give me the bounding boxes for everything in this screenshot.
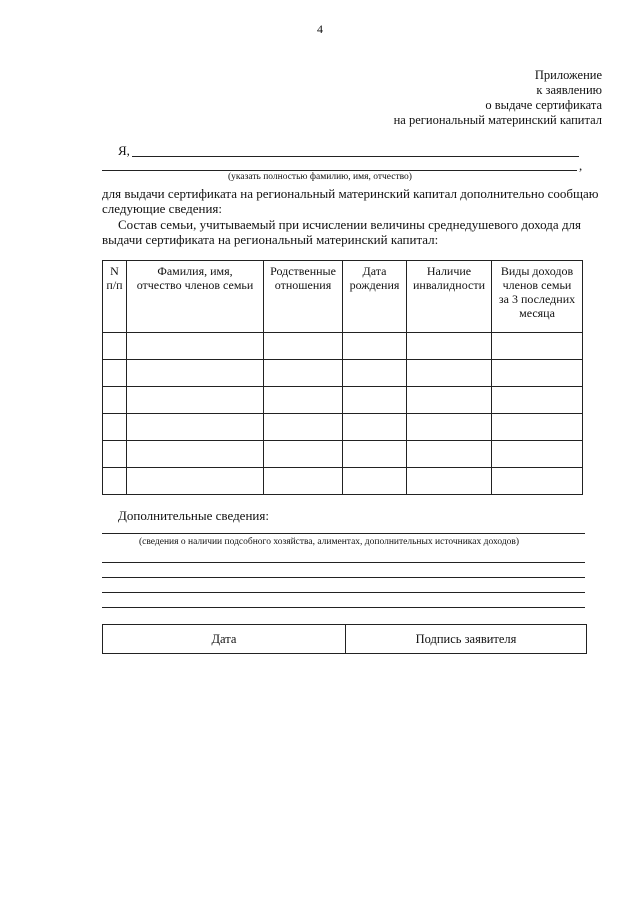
table-cell[interactable] — [492, 387, 583, 414]
table-cell[interactable] — [127, 468, 264, 495]
table-cell[interactable] — [407, 333, 492, 360]
table-cell[interactable] — [407, 468, 492, 495]
page-number: 4 — [317, 22, 323, 36]
column-header-income-types: Виды доходов членов семьи за 3 последних месяца — [492, 261, 583, 333]
table-cell[interactable] — [492, 441, 583, 468]
date-cell[interactable]: Дата — [103, 625, 346, 654]
appendix-header — [394, 68, 602, 128]
table-cell[interactable] — [103, 414, 127, 441]
table-cell[interactable] — [103, 441, 127, 468]
additional-info-label: Дополнительные сведения: — [118, 508, 269, 523]
applicant-prefix: Я, — [118, 143, 130, 158]
table-cell[interactable] — [264, 333, 343, 360]
table-row — [103, 414, 583, 441]
table-cell[interactable] — [264, 468, 343, 495]
table-header-row — [103, 261, 583, 333]
applicant-comma: , — [579, 158, 583, 173]
additional-info-line[interactable] — [102, 577, 585, 578]
table-cell[interactable] — [264, 441, 343, 468]
table-cell[interactable] — [127, 387, 264, 414]
table-cell[interactable] — [407, 387, 492, 414]
table-row — [103, 468, 583, 495]
table-cell[interactable] — [343, 414, 407, 441]
table-cell[interactable] — [103, 360, 127, 387]
table-cell[interactable] — [103, 387, 127, 414]
additional-info-line[interactable] — [102, 533, 585, 534]
signature-table — [102, 624, 587, 654]
appendix-line: к заявлению — [536, 83, 602, 97]
signature-row — [103, 625, 587, 654]
table-cell[interactable] — [127, 333, 264, 360]
appendix-line: на региональный материнский капитал — [393, 113, 602, 127]
intro-line: для выдачи сертификата на региональный материнский капитал дополнительно сообщаю — [102, 186, 599, 201]
table-cell[interactable] — [127, 441, 264, 468]
table-row — [103, 441, 583, 468]
additional-info-hint: (сведения о наличии подсобного хозяйства, алиментах, дополнительных источниках доходов) — [139, 537, 520, 547]
additional-info-line[interactable] — [102, 562, 585, 563]
table-cell[interactable] — [343, 333, 407, 360]
applicant-signature-cell[interactable]: Подпись заявителя — [346, 625, 587, 654]
table-cell[interactable] — [492, 333, 583, 360]
applicant-name-line[interactable] — [132, 156, 579, 157]
table-row — [103, 360, 583, 387]
table-cell[interactable] — [264, 387, 343, 414]
table-cell[interactable] — [264, 414, 343, 441]
applicant-hint: (указать полностью фамилию, имя, отчество) — [228, 172, 412, 182]
additional-info-line[interactable] — [102, 607, 585, 608]
table-cell[interactable] — [492, 468, 583, 495]
table-cell[interactable] — [264, 360, 343, 387]
table-cell[interactable] — [407, 360, 492, 387]
appendix-line: о выдаче сертификата — [485, 98, 602, 112]
table-cell[interactable] — [343, 441, 407, 468]
appendix-line: Приложение — [534, 68, 602, 82]
column-header-relationship: Родственные отношения — [264, 261, 343, 333]
table-body — [103, 333, 583, 495]
table-cell[interactable] — [343, 360, 407, 387]
column-header-birth-date: Дата рождения — [343, 261, 407, 333]
table-cell[interactable] — [127, 360, 264, 387]
table-row — [103, 387, 583, 414]
table-row — [103, 333, 583, 360]
table-cell[interactable] — [343, 468, 407, 495]
applicant-name-line-2[interactable] — [102, 170, 577, 171]
table-cell[interactable] — [407, 414, 492, 441]
intro-line: следующие сведения: — [102, 201, 222, 216]
table-cell[interactable] — [343, 387, 407, 414]
column-header-number: N п/п — [103, 261, 127, 333]
composition-line: выдачи сертификата на региональный материнский капитал: — [102, 232, 439, 247]
additional-info-line[interactable] — [102, 592, 585, 593]
table-cell[interactable] — [492, 414, 583, 441]
intro-text — [102, 186, 599, 216]
column-header-full-name: Фамилия, имя, отчество членов семьи — [127, 261, 264, 333]
composition-text — [102, 217, 581, 247]
table-cell[interactable] — [103, 333, 127, 360]
table-cell[interactable] — [127, 414, 264, 441]
table-cell[interactable] — [103, 468, 127, 495]
table-cell[interactable] — [407, 441, 492, 468]
table-cell[interactable] — [492, 360, 583, 387]
composition-line: Состав семьи, учитываемый при исчислении величины среднедушевого дохода для — [118, 217, 582, 232]
column-header-disability: Наличие инвалидности — [407, 261, 492, 333]
family-composition-table — [102, 260, 583, 495]
